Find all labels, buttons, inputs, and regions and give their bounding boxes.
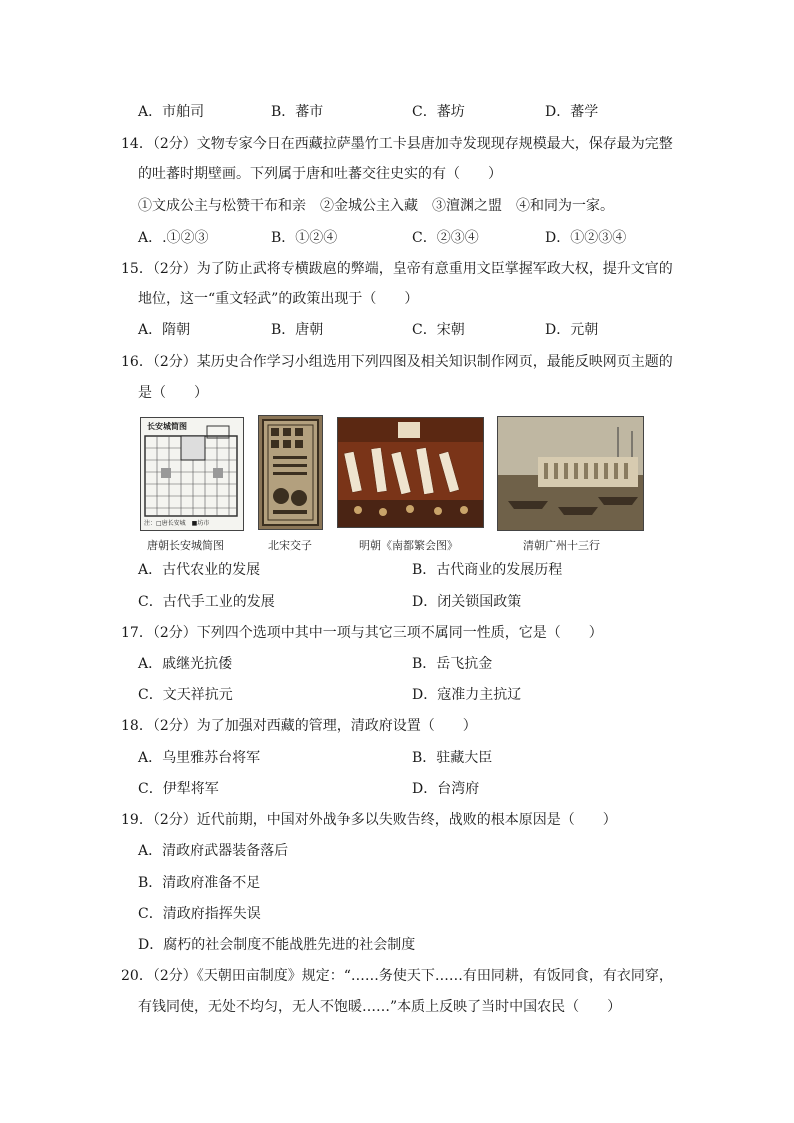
q17-option-a: A．戚继光抗倭 — [138, 656, 233, 672]
q18-stem: 18．（2分）为了加强对西藏的管理，清政府设置（ ） — [121, 718, 477, 734]
q14-option-a: A．.①②③ — [138, 230, 209, 246]
q15-stem-cont: 地位，这一“重文轻武”的政策出现于（ ） — [138, 291, 419, 307]
q18-option-b: B．驻藏大臣 — [412, 750, 493, 766]
q15-option-b: B．唐朝 — [271, 322, 324, 338]
changan-map-image — [140, 417, 244, 531]
q15-stem: 15．（2分）为了防止武将专横跋扈的弊端，皇帝有意重用文臣掌握军政大权，提升文官的 — [121, 261, 673, 277]
q19-option-b: B．清政府准备不足 — [138, 875, 261, 891]
q14-stem-cont: 的吐蕃时期壁画。下列属于唐和吐蕃交往史实的有（ ） — [138, 166, 502, 182]
q18-option-d: D．台湾府 — [412, 781, 480, 797]
q17-option-b: B．岳飞抗金 — [412, 656, 493, 672]
caption-thirteen-factories: 清朝广州十三行 — [523, 539, 600, 552]
q16-stem: 16．（2分）某历史合作学习小组选用下列四图及相关知识制作网页，最能反映网页主题的 — [121, 354, 673, 370]
jiaozi-note-image — [258, 415, 323, 530]
q16-option-d: D．闭关锁国政策 — [412, 594, 522, 610]
q14-stem: 14．（2分）文物专家今日在西藏拉萨墨竹工卡县唐加寺发现现存规模最大，保存最为完整 — [121, 136, 673, 152]
q19-option-a: A．清政府武器装备落后 — [138, 843, 289, 859]
q17-option-d: D．寇准力主抗辽 — [412, 687, 522, 703]
q17-option-c: C．文天祥抗元 — [138, 687, 233, 703]
q13-option-a: A．市舶司 — [138, 104, 205, 120]
q19-stem: 19．（2分）近代前期，中国对外战争多以失败告终，战败的根本原因是（ ） — [121, 812, 617, 828]
changan-map-legend: 注：□唐长安城 ■坊市 — [144, 520, 210, 527]
q15-option-d: D．元朝 — [545, 322, 599, 338]
q17-stem: 17．（2分）下列四个选项中其中一项与其它三项不属同一性质，它是（ ） — [121, 625, 603, 641]
q14-option-b: B．①②④ — [271, 230, 338, 246]
caption-jiaozi: 北宋交子 — [268, 539, 312, 552]
q14-option-c: C．②③④ — [412, 230, 479, 246]
q16-stem-cont: 是（ ） — [138, 385, 208, 401]
guangzhou-thirteen-factories-image — [497, 416, 644, 531]
q18-option-a: A．乌里雅苏台将军 — [138, 750, 261, 766]
q20-stem: 20．（2分）《天朝田亩制度》规定：“……务使天下……有田同耕，有饭同食，有衣同穿， — [121, 968, 673, 984]
changan-map-title: 长安城简图 — [147, 421, 187, 431]
q14-items: ①文成公主与松赞干布和亲 ②金城公主入藏 ③澶渊之盟 ④和同为一家。 — [138, 198, 614, 214]
q13-option-c: C．蕃坊 — [412, 104, 465, 120]
q15-option-a: A．隋朝 — [138, 322, 191, 338]
q20-stem-cont: 有钱同使，无处不均匀，无人不饱暖……”本质上反映了当时中国农民（ ） — [138, 999, 622, 1015]
q16-option-c: C．古代手工业的发展 — [138, 594, 275, 610]
q15-option-c: C．宋朝 — [412, 322, 465, 338]
q16-option-b: B．古代商业的发展历程 — [412, 562, 563, 578]
caption-changan: 唐朝长安城简图 — [147, 539, 224, 552]
q13-option-b: B．蕃市 — [271, 104, 324, 120]
q14-option-d: D．①②③④ — [545, 230, 627, 246]
q13-option-d: D．蕃学 — [545, 104, 599, 120]
q16-option-a: A．古代农业的发展 — [138, 562, 261, 578]
q19-option-d: D．腐朽的社会制度不能战胜先进的社会制度 — [138, 937, 416, 953]
q19-option-c: C．清政府指挥失误 — [138, 906, 261, 922]
q18-option-c: C．伊犁将军 — [138, 781, 219, 797]
caption-nandu: 明朝《南都繁会图》 — [359, 539, 458, 552]
nandu-fanhui-painting-image — [337, 417, 484, 528]
